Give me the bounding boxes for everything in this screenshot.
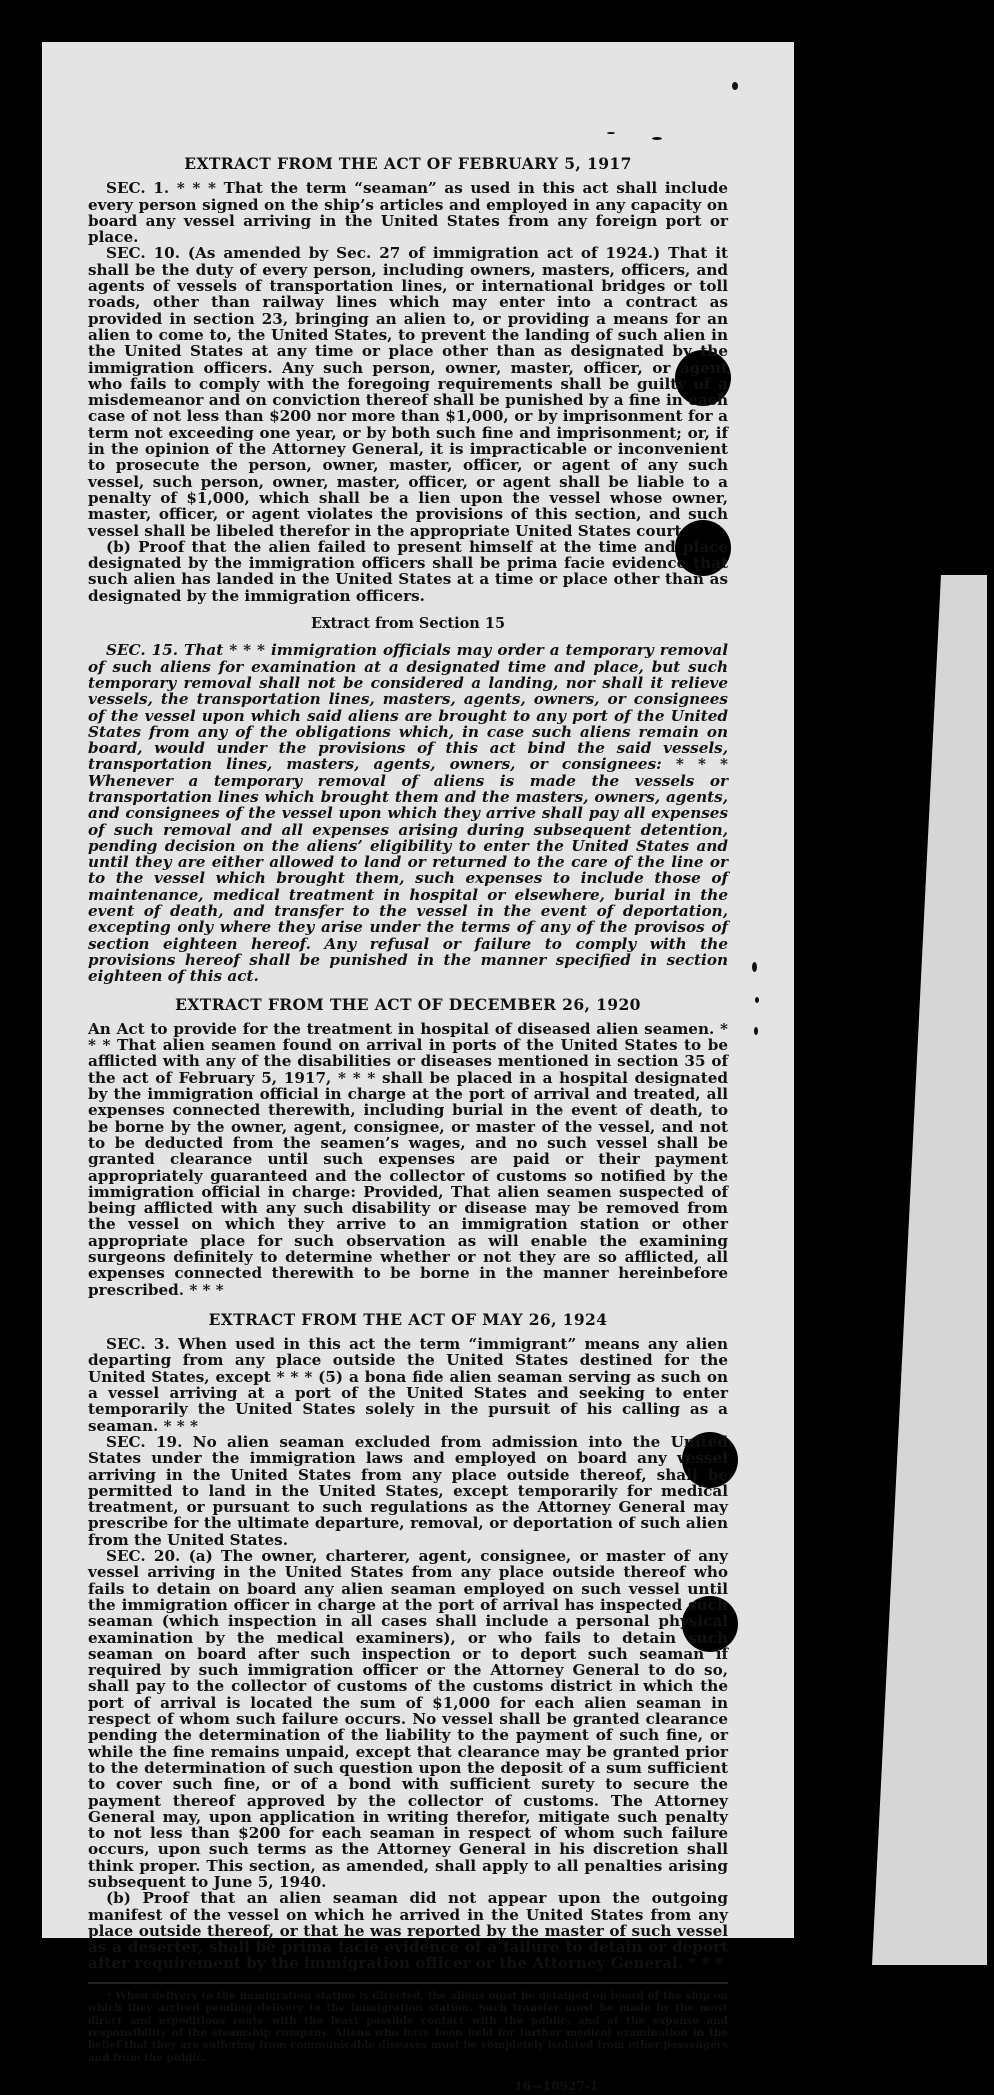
scan-speck <box>652 137 662 140</box>
paragraph-1924-sec19: SEC. 19. No alien seaman excluded from admission into the United States under the immigration laws and employed on board any vessel arriving in the United States from any place outside thereof, shall be permitted to land in the United States, except temporarily for medical treatment, or pursuant to such regulations as the Attorney General may prescribe for the ultimate departure, removal, or deportation of such alien from the United States. <box>88 1432 728 1549</box>
form-number: 16—18927-1 <box>514 2079 598 2094</box>
paragraph-1924-sec20b: (b) Proof that an alien seaman did not appear upon the outgoing manifest of the vessel on which he arrived in the United States from any place outside thereof, or that he was reported by the master of such vessel as a deserter, shall be prima facie evidence of a failure to detain or deport after requirement by the immigration officer or the Attorney General. * * * <box>88 1889 728 1973</box>
adjacent-sheet-edge <box>872 575 987 1965</box>
scan-speck <box>754 1027 758 1035</box>
footnote-divider <box>88 1982 728 1984</box>
scan-speck <box>755 997 759 1003</box>
footnote: † When delivery to the immigration station is directed, the aliens must be detained on board of the ship on which they arrived pending delivery to the immigration station. Such transfer must be made by the most direct and expeditious route with the least possible contact with the public, and at the expense and responsibility of the steamship company. Aliens who have been held for further medical examination in the belief that they are suffering from communicable diseases must be completely isolated from other passengers and from the public. <box>88 1989 728 2064</box>
scan-speck <box>607 132 615 134</box>
paragraph-1924-sec3: SEC. 3. When used in this act the term “immigrant” means any alien departing from any place outside the United States destined for the United States, except * * * (5) a bona fide alien seaman serving as such on a vessel arriving at a port of the United States and seeking to enter temporarily the United States solely in the pursuit of his calling as a seaman. * * * <box>88 1335 728 1435</box>
scan-speck <box>752 962 757 972</box>
paragraph-section-15: SEC. 15. That * * * immigration officials may order a temporary removal of such aliens for examination at a designated time and place, but such temporary removal shall not be considered a landing, nor shall it relieve vessels, the transportation lines, masters, agents, owners, or consignees of the vessel upon which said aliens are brought to any port of the United States from any of the obligations which, in case such aliens remain on board, would under the provisions of this act bind the said vessels, transportation lines, masters, agents, owners, or consignees: * * * Whenever a temporary removal of aliens is made the vessels or transportation lines which brought them and the masters, owners, agents, and consignees of the vessel upon which they arrive shall pay all expenses of such removal and all expenses arising during subsequent detention, pending decision on the aliens’ eligibility to enter the United States and until they are either allowed to land or returned to the care of the line or to the vessel which brought them, such expenses to include those of maintenance, medical treatment in hospital or elsewhere, burial in the event of death, and transfer to the vessel in the event of deportation, excepting only where they arise under the terms of any of the provisos of section eighteen hereof. Any refusal or failure to comply with the provisions hereof shall be punished in the manner specified in section eighteen of this act. <box>88 641 728 986</box>
heading-act-1920: EXTRACT FROM THE ACT OF DECEMBER 26, 1920 <box>175 994 641 1014</box>
heading-act-1917: EXTRACT FROM THE ACT OF FEBRUARY 5, 1917 <box>184 154 632 173</box>
paragraph-1917-sec1: SEC. 1. * * * That the term “seaman” as used in this act shall include every person signed on the ship’s articles and employed in any capacity on board any vessel arriving in the United States from any foreign port or place. <box>88 179 728 247</box>
paragraph-1920: An Act to provide for the treatment in hospital of diseased alien seamen. * * * That alien seamen found on arrival in ports of the United States to be afflicted with any of the disabilities or diseases mentioned in section 35 of the act of February 5, 1917, * * * shall be placed in a hospital designated by the immigration official in charge at the port of arrival and treated, all expenses connected therewith, including burial in the event of death, to be borne by the owner, agent, consignee, or master of the vessel, and not to be deducted from the seamen’s wages, and no such vessel shall be granted clearance until such expenses are paid or their payment appropriately guaranteed and the collector of customs so notified by the immigration official in charge: Provided, That alien seamen suspected of being afflicted with any such disability or disease may be removed from the vessel on which they arrive to an immigration station or other appropriate place for such observation as will enable the examining surgeons definitely to determine whether or not they are so afflicted, all expenses connected therewith to be borne in the manner hereinbefore prescribed. * * * <box>88 1019 728 1299</box>
paragraph-1917-sec10b: (b) Proof that the alien failed to present himself at the time and place designated by the immigration officers shall be prima facie evidence that such alien has landed in the United States at a time or place other than as designated by the immigration officers. <box>88 537 728 605</box>
document-body <box>88 150 728 2095</box>
heading-section-15: Extract from Section 15 <box>310 615 506 633</box>
paragraph-1917-sec10: SEC. 10. (As amended by Sec. 27 of immigration act of 1924.) That it shall be the duty of every person, including owners, masters, officers, and agents of vessels of transportation lines, or international bridges or toll roads, other than railway lines which may enter into a contract as provided in section 23, bringing an alien to, or providing a means for an alien to come to, the United States, to prevent the landing of such alien in the United States at any time or place other than as designated by the immigration officers. Any such person, owner, master, officer, or agent who fails to comply with the foregoing requirements shall be guilty of a misdemeanor and on conviction thereof shall be punished by a fine in each case of not less than $200 nor more than $1,000, or by imprisonment for a term not exceeding one year, or by both such fine and imprisonment; or, if in the opinion of the Attorney General, it is impracticable or inconvenient to prosecute the person, owner, master, officer, or agent of any such vessel, such person, owner, master, officer, or agent shall be liable to a penalty of $1,000, which shall be a lien upon the vessel whose owner, master, officer, or agent violates the provisions of this section, and such vessel shall be libeled therefor in the appropriate United States court. <box>88 244 728 540</box>
paragraph-1924-sec20a: SEC. 20. (a) The owner, charterer, agent, consignee, or master of any vessel arriving in the United States from any place outside thereof who fails to detain on board any alien seaman employed on such vessel until the immigration officer in charge at the port of arrival has inspected such seaman (which inspection in all cases shall include a personal physical examination by the medical examiners), or who fails to detain such seaman on board after such inspection or to deport such seaman if required by such immigration officer or the Attorney General to do so, shall pay to the collector of customs of the customs district in which the port of arrival is located the sum of $1,000 for each alien seaman in respect of whom such failure occurs. No vessel shall be granted clearance pending the determination of the liability to the payment of such fine, or while the fine remains unpaid, except that clearance may be granted prior to the determination of such question upon the deposit of a sum sufficient to cover such fine, or of a bond with sufficient surety to secure the payment thereof approved by the collector of customs. The Attorney General may, upon application in writing therefor, mitigate such penalty to not less than $200 for each seaman in respect of whom such failure occurs, upon such terms as the Attorney General in his discretion shall think proper. This section, as amended, shall apply to all penalties arising subsequent to June 5, 1940. <box>88 1547 728 1891</box>
heading-act-1924: EXTRACT FROM THE ACT OF MAY 26, 1924 <box>208 1309 608 1329</box>
scan-speck <box>732 82 738 90</box>
